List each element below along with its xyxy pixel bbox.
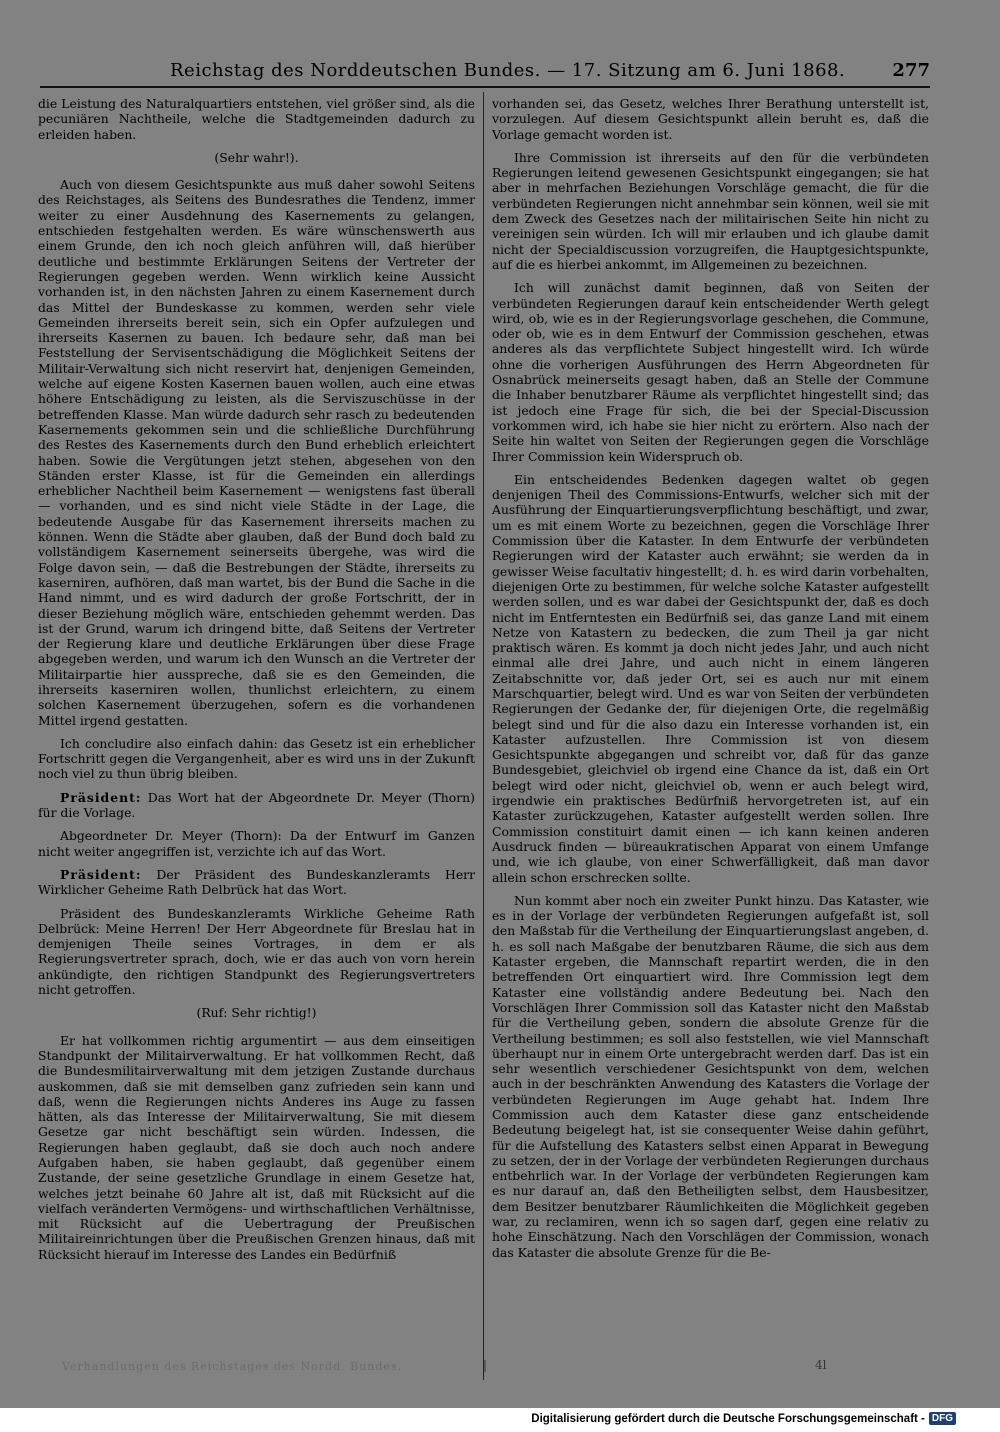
paragraph: Auch von diesem Gesichtspunkte aus muß daher sowohl Seitens des Reichstages, als Seitens des Bundesrathes die Tendenz, immer weiter zu einer Ausdehnung des Kasernements zu gelangen, entschieden festgehalten werden. Es wäre wünschenswerth aus einem Grunde, den ich noch gleich anführen will, daß hierüber deutliche und bestimmte Erklärungen Seitens der Vertreter der Regierungen gegeben werden. Wenn wirklich keine Aussicht vorhanden ist, in den nächsten Jahren zu einem Kasernement durch das Mittel der Bundeskasse zu kommen, werden sehr viele Gemeinden ihrerseits bereit sein, sich ein Opfer aufzulegen und ihrerseits Kasernen zu bauen. Ich bedaure sehr, daß man bei Feststellung der Servisentschädigung die Möglichkeit Seitens der Militair-Verwaltung sich nicht reservirt hat, denjenigen Gemeinden, welche auf eigene Kosten Kasernen bauen wollen, auch eine etwas höhere Entschädigung zu leisten, als die Serviszuschüsse in der betreffenden Klasse. Man würde dadurch sehr rasch zu bedeutenden Kasernements gekommen sein und die schließliche Durchführung des Restes des Kasernements durch den Bund erheblich erleichtert haben. Sowie die Vergütungen jetzt stehen, abgesehen von den Ständen erster Klasse, ist für die Gemeinden ein allerdings erheblicher Nachtheil beim Kasernement — wenigstens fast überall — vorhanden, und es sind nicht viele Städte in der Lage, die bedeutende Ausgabe für das Kasernement ihrerseits machen zu können. Wenn die Städte aber glauben, daß der Bund doch bald zu vollständigem Kasernement seinerseits übergehe, was wird die Folge davon sein, — daß die Bestrebungen der Städte, ihrerseits zu kaserniren, aufhören, daß man wartet, bis der Bund die Sache in die Hand nimmt, und es wird dadurch der große Fortschritt, der in dieser Beziehung möglich wäre, entschieden gehemmt werden. Das ist der Grund, warum ich dringend bitte, daß Seitens der Vertreter der Regierung klare und deutliche Erklärungen über diese Frage abgegeben werden, und warum ich den Wunsch an die Vertreter der Militairpartie hier ausspreche, daß sie es den Gemeinden, die ihrerseits kaserniren wollen, thunlichst erleichtern, zu einem solchen Kasernement überzugehen, sofern es die vorhandenen Mittel irgend gestatten. — [38, 177, 475, 728]
column-divider — [483, 92, 484, 1380]
paragraph: Abgeordneter Dr. Meyer (Thorn): Da der Entwurf im Ganzen nicht weiter angegriffen ist, verzichte ich auf das Wort. — [38, 828, 475, 859]
interjection: (Sehr wahr!). — [214, 149, 299, 165]
paragraph: Ich will zunächst damit beginnen, daß von Seiten der verbündeten Regierungen darauf kein entscheidender Werth gelegt wird, ob, wie es in der Regierungsvorlage geschehen, die Commune, oder ob, wie es in dem Entwurf der Commission geschehen, etwas anderes als das verpflichtete Subject hingestellt wird. Ich würde ohne die vorherigen Ausführungen des Herrn Abgeordneten für Osnabrück meinerseits gesagt haben, daß an Stelle der Commune die Inhaber benutzbarer Räume als verpflichtet hingestellt sind; das ist jedoch eine Frage für sich, die bei der Special-Discussion vorkommen wird, ich habe sie hier nicht zu erörtern. Also nach der Seite hin waltet von Seiten der Regierungen gegen die Vorschläge Ihrer Commission kein Widerspruch ob. — [492, 280, 929, 464]
right-column — [492, 96, 929, 1268]
paragraph: Er hat vollkommen richtig argumentirt — aus dem einseitigen Standpunkt der Militairverwaltung. Er hat vollkommen Recht, daß die Bundesmilitairverwaltung mit dem jetzigen Zustande durchaus auskommen, daß sie mit demselben ganz zufrieden sein kann und daß, wenn die Regierungen nichts Anderes ins Auge zu fassen hätten, als das Interesse der Militairverwaltung, Sie mit diesem Gesetze gar nicht beschäftigt sein würden. Indessen, die Regierungen haben geglaubt, daß sie doch auch noch andere Aufgaben haben, sie haben geglaubt, daß gegenüber einem Zustande, der seine gesetzliche Grundlage in einem Gesetze hat, welches jetzt beinahe 60 Jahre alt ist, daß mit Rücksicht auf die vielfach veränderten Vermögens- und wirthschaftlichen Verhältnisse, mit Rücksicht auf die Uebertragung der Preußischen Militaireinrichtungen über die Preußischen Grenzen hinaus, daß mit Rücksicht hierauf im Interesse des Landes ein Bedürfniß — [38, 1032, 475, 1262]
paragraph: Ein entscheidendes Bedenken dagegen waltet ob gegen denjenigen Theil des Commissions-Entwurfs, welcher sich mit der Ausführung der Einquartierungsverpflichtung beschäftigt, und zwar, um es mit einem Worte zu bezeichnen, gegen die Vorschläge Ihrer Commission über die Kataster. In dem Entwurfe der verbündeten Regierungen wird der Kataster auch erwähnt; sie werden da in gewisser Weise facultativ hingestellt; d. h. es wird darin vorbehalten, diejenigen Orte zu bestimmen, für welche solche Kataster aufgestellt werden sollen, und es war dabei der Gesichtspunkt der, daß es doch nicht im Entferntesten ein Bedürfniß sei, das ganze Land mit einem Netze von Katastern zu bedecken, die zum Theil ja gar nicht praktisch wären. Es kommt ja doch nicht jedes Jahr, und auch nicht einmal alle drei Jahre, und auch nicht in einem längeren Zeitabschnitte vor, daß jeder Ort, sei es auch nur mit einem Marschquartier, belegt wird. Und es war von Seiten der verbündeten Regierungen der Gedanke der, für diejenigen Orte, die regelmäßig belegt sind und für die also dazu ein Interesse vorhanden ist, ein Kataster aufzustellen. Ihre Commission ist von diesem Gesichtspunkte abgegangen und schreibt vor, daß für das ganze Bundesgebiet, gleichviel ob irgend eine Chance da ist, daß ein Ort belegt wird oder nicht, gleichviel ob, wenn er auch belegt wird, irgendwie ein praktisches Bedürfniß hervorgetreten ist, auf ein Kataster zurückzugehen, Kataster aufgestellt werden sollen. Ihre Commission constituirt damit einen — ich kann keinen anderen Ausdruck finden — büreaukratischen Apparat von einem Umfange und, wie ich glaube, von einer Schwerfälligkeit, daß man davor allein schon erschrecken sollte. — [492, 471, 929, 885]
dfg-logo: DFG — [929, 1412, 956, 1425]
paragraph: vorhanden sei, das Gesetz, welches Ihrer Berathung unterstellt ist, vorzulegen. Auf diesem Gesichtspunkt allein beruht es, daß die Vorlage gemacht worden ist. — [492, 96, 929, 142]
speaker-paragraph — [38, 790, 475, 821]
paragraph: Präsident des Bundeskanzleramts Wirkliche Geheime Rath Delbrück: Meine Herren! Der Herr Abgeordnete für Breslau hat in demjenigen Theile seines Vortrages, in dem er als Regierungsvertreter sprach, doch, wie er das auch von vorn herein ankündigte, den richtigen Standpunkt des Regierungsvertreters nicht getroffen. — [38, 905, 475, 998]
speaker-label: Präsident: — [60, 789, 142, 805]
footer-tick: | — [483, 1358, 488, 1372]
speech-text: Das Wort hat der Abgeordnete Dr. Meyer (Thorn) für die Vorlage. — [38, 789, 475, 821]
page-header — [40, 60, 930, 86]
footer-signature-mark: 4l — [815, 1358, 827, 1372]
header-rule — [40, 86, 930, 88]
paragraph: Ihre Commission ist ihrerseits auf den für die verbündeten Regierungen leitend gewesenen Gesichtspunkt eingegangen; sie hat aber in mehrfachen Beziehungen Vorschläge gemacht, die für die verbündeten Regierungen nicht annehmbar sein können, weil sie mit dem Zweck des Gesetzes nach der militairischen Seite hin nicht zu vereinigen sein würden. Ich will mir erlauben und ich glaube damit nicht der Specialdiscussion vorzugreifen, die Hauptgesichtspunkte, auf die es hierbei ankommt, im Allgemeinen zu bezeichnen. — [492, 149, 929, 272]
paragraph: die Leistung des Naturalquartiers entstehen, viel größer sind, als die pecuniären Nachtheile, welche die Stadtgemeinden dadurch zu erleiden haben. — [38, 96, 475, 142]
speaker-label: Präsident: — [60, 866, 142, 882]
speech-text: Der Präsident des Bundeskanzleramts Herr Wirklicher Geheime Rath Delbrück hat das Wort. — [38, 866, 475, 898]
page-number: 277 — [892, 60, 930, 81]
footer-faint-text: Verhandlungen des Reichstages des Nordd. Bundes. — [62, 1360, 403, 1373]
interjection: (Ruf: Sehr richtig!) — [196, 1005, 317, 1021]
left-column — [38, 96, 475, 1270]
speaker-paragraph — [38, 867, 475, 898]
running-title: Reichstag des Norddeutschen Bundes. — 17. Sitzung am 6. Juni 1868. — [170, 60, 846, 81]
digitization-credit — [531, 1412, 956, 1425]
paragraph: Nun kommt aber noch ein zweiter Punkt hinzu. Das Kataster, wie es in der Vorlage der verbündeten Regierungen aufgefaßt ist, soll den Maßstab für die Vertheilung der Einquartierungslast angeben, d. h. es soll nach Maßgabe der benutzbaren Räume, die sich aus dem Kataster ergeben, die Mannschaft repartirt werden, die in den betreffenden Ort einquartiert wird. Ihre Commission legt dem Kataster eine vollständig andere Bedeutung bei. Nach den Vorschlägen Ihrer Commission soll das Kataster nicht den Maßstab für die Vertheilung geben, sondern die absolute Grenze für die Vertheilung bestimmen; es soll also feststellen, wie viel Mannschaft überhaupt nur in einem Orte untergebracht werden darf. Das ist ein sehr wesentlich verschiedener Gesichtspunkt von dem, welchen auch in der beschränkten Anwendung des Katasters die Vorlage der verbündeten Regierungen im Auge gehabt hat. Indem Ihre Commission auch dem Kataster diese ganz entscheidende Bedeutung beigelegt hat, ist sie consequenter Weise dahin geführt, für die Aufstellung des Katasters selbst einen Apparat in Bewegung zu setzen, der in der Vorlage der verbündeten Regierungen durchaus entbehrlich war. In der Vorlage der verbündeten Regierungen kam es nur darauf an, daß den Betheiligten selbst, dem Hausbesitzer, dem Besitzer benutzbarer Räumlichkeiten die Möglichkeit gegeben war, zu reclamiren, wenn ich so sagen darf, gegen eine relativ zu hohe Einschätzung. Nach den Vorschlägen der Commission, wonach das Kataster die absolute Grenze für die Be- — [492, 892, 929, 1260]
credit-text: Digitalisierung gefördert durch die Deutsche Forschungsgemeinschaft - — [531, 1412, 925, 1425]
paragraph: Ich concludire also einfach dahin: das Gesetz ist ein erheblicher Fortschritt gegen die Vergangenheit, aber es wird uns in der Zukunft noch viel zu thun übrig bleiben. — [38, 735, 475, 782]
